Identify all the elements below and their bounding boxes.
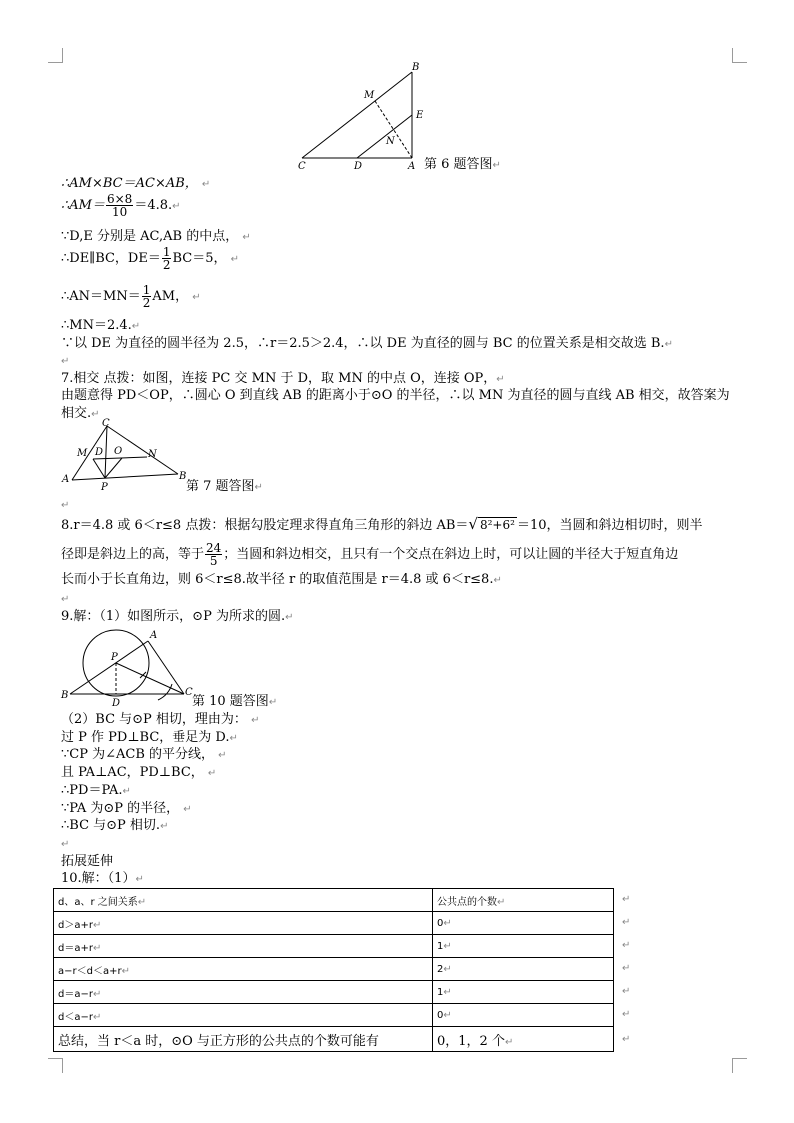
fig7-label-a: A <box>62 474 70 485</box>
sol9-line-7: ∴BC 与⊙P 相切.↵ <box>61 818 169 833</box>
fig10-label-a: A <box>150 630 158 641</box>
table-cell: d＞a+r↵ <box>54 912 433 935</box>
fig7-label-c: C <box>102 418 110 429</box>
fig7-label-n: N <box>148 449 157 460</box>
table-header-cell: 公共点的个数↵ <box>433 889 614 912</box>
table-cell: 1↵ <box>433 981 614 1004</box>
sol9-line-5: ∴PD＝PA.↵ <box>61 783 131 798</box>
q10-head: 10.解：（1）↵ <box>61 871 144 886</box>
fig10-label-p: P <box>111 652 118 663</box>
table-row <box>54 935 614 958</box>
table-row <box>54 958 614 981</box>
empty-paragraph: ↵ <box>61 839 70 850</box>
fig6-label-a: A <box>408 161 416 172</box>
sol8-line-2: 径即是斜边上的高，等于 $\frac{24}{5}$ ；当圆和斜边相交，且只有一个交点在斜边上时，可以让圆的半径大于短直角边 <box>61 541 679 568</box>
sol6-line-4: ∴DE∥BC，DE＝ $\frac{1}{2}$ BC＝5， ↵ <box>61 245 240 272</box>
fraction: $\frac{1}{2}$ <box>142 283 151 310</box>
sol9-head: 9.解：（1）如图所示，⊙P 为所求的圆.↵ <box>61 609 294 624</box>
sol7-head: 7.相交 点拨：如图，连接 PC 交 MN 于 D，取 MN 的中点 O，连接 OP，↵ <box>61 371 505 386</box>
empty-paragraph: ↵ <box>61 594 70 605</box>
fig6-label-b: B <box>412 62 420 73</box>
sol7-body: 由题意得 PD＜OP，∴圆心 O 到直线 AB 的距离小于⊙O 的半径，∴以 MN 为直径的圆与直线 AB 相交，故答案为相交.↵ <box>61 388 730 421</box>
figure-10 <box>60 622 200 710</box>
sol9-line-1: （2）BC 与⊙P 相切，理由为： ↵ <box>61 712 260 727</box>
sol9-line-4: 且 PA⊥AC，PD⊥BC， ↵ <box>61 765 217 780</box>
fig6-label-d: D <box>354 161 363 172</box>
sol9-line-6: ∵PA 为⊙P 的半径， ↵ <box>61 801 192 816</box>
sol6-line-2: ∴AM＝ $\frac{6\times 8}{10}$ ＝4.8.↵ <box>61 192 181 219</box>
fig6-label-n: N <box>386 136 395 147</box>
table-header-cell: d、a、r 之间关系↵ <box>54 889 433 912</box>
table-cell: 2↵ <box>433 958 614 981</box>
table-cell: d＝a−r↵ <box>54 981 433 1004</box>
fig10-label-d: D <box>112 698 121 709</box>
table-cell: 0↵ <box>433 912 614 935</box>
corner-mark-bottom-left <box>48 1058 63 1073</box>
table-summary-row <box>54 1027 614 1052</box>
table-row <box>54 912 614 935</box>
fig10-label-c: C <box>185 687 193 698</box>
table-summary-cell: 0，1，2 个↵ <box>433 1027 614 1052</box>
fig6-label-e: E <box>416 110 424 121</box>
table-cell: d＝a+r↵ <box>54 935 433 958</box>
fig7-label-m: M <box>77 448 88 459</box>
empty-paragraph: ↵ <box>61 500 70 511</box>
sol6-line-6: ∴MN＝2.4.↵ <box>61 318 141 333</box>
table-cell: a−r＜d＜a+r↵ <box>54 958 433 981</box>
fig7-label-o: O <box>114 446 123 457</box>
sol9-line-3: ∵CP 为∠ACB 的平分线， ↵ <box>61 747 227 762</box>
table-cell: d＜a−r↵ <box>54 1004 433 1027</box>
sol9-line-2: 过 P 作 PD⊥BC，垂足为 D.↵ <box>61 730 238 745</box>
fig6-label-m: M <box>364 90 375 101</box>
table-cell: 1↵ <box>433 935 614 958</box>
corner-mark-bottom-right <box>732 1058 747 1073</box>
fig10-label-b: B <box>61 690 69 701</box>
sqrt: √ 8²+6² <box>468 515 515 533</box>
fig6-label-c: C <box>298 161 306 172</box>
sol6-line-7: ∵以 DE 为直径的圆半径为 2.5，∴r＝2.5＞2.4，∴以 DE 为直径的圆与 BC 的位置关系是相交故选 B.↵ <box>61 336 673 351</box>
table-summary-cell: 总结，当 r＜a 时，⊙O 与正方形的公共点的个数可能有 <box>54 1027 433 1052</box>
figure-7 <box>60 418 190 498</box>
corner-mark-top-right <box>732 48 747 63</box>
relation-table <box>53 888 614 1052</box>
figure-6 <box>290 60 430 175</box>
fig7-label-p: P <box>101 482 108 493</box>
sol6-line-3: ∵D,E 分别是 AC,AB 的中点， ↵ <box>61 229 251 244</box>
extension-title: 拓展延伸 <box>61 854 114 869</box>
sol6-line-1: ∴AM×BC＝AC×AB， ↵ <box>61 176 211 191</box>
empty-paragraph: ↵ <box>61 356 70 367</box>
sol8-line-3: 长而小于长直角边，则 6＜r≤8.故半径 r 的取值范围是 r＝4.8 或 6＜r≤8.↵ <box>61 572 502 587</box>
sol6-line-5: ∴AN＝MN＝ $\frac{1}{2}$ AM， ↵ <box>61 283 201 310</box>
fig7-label-b: B <box>179 471 187 482</box>
fig7-label-d: D <box>95 447 104 458</box>
fig7-caption: 第 7 题答图↵ <box>186 479 263 494</box>
table-cell: 0↵ <box>433 1004 614 1027</box>
table-row <box>54 981 614 1004</box>
fig6-caption: 第 6 题答图↵ <box>424 157 501 172</box>
table-header-row <box>54 889 614 912</box>
fraction: $\frac{6\times 8}{10}$ <box>106 192 133 219</box>
fraction: $\frac{24}{5}$ <box>206 541 222 568</box>
table-row <box>54 1004 614 1027</box>
sol8-line-1: 8.r＝4.8 或 6＜r≤8 点拨：根据勾股定理求得直角三角形的斜边 AB＝√ 8²+6² ＝10，当圆和斜边相切时，则半 <box>61 515 703 533</box>
corner-mark-top-left <box>48 48 63 63</box>
fig10-caption: 第 10 题答图↵ <box>192 694 278 709</box>
fraction: $\frac{1}{2}$ <box>162 245 171 272</box>
